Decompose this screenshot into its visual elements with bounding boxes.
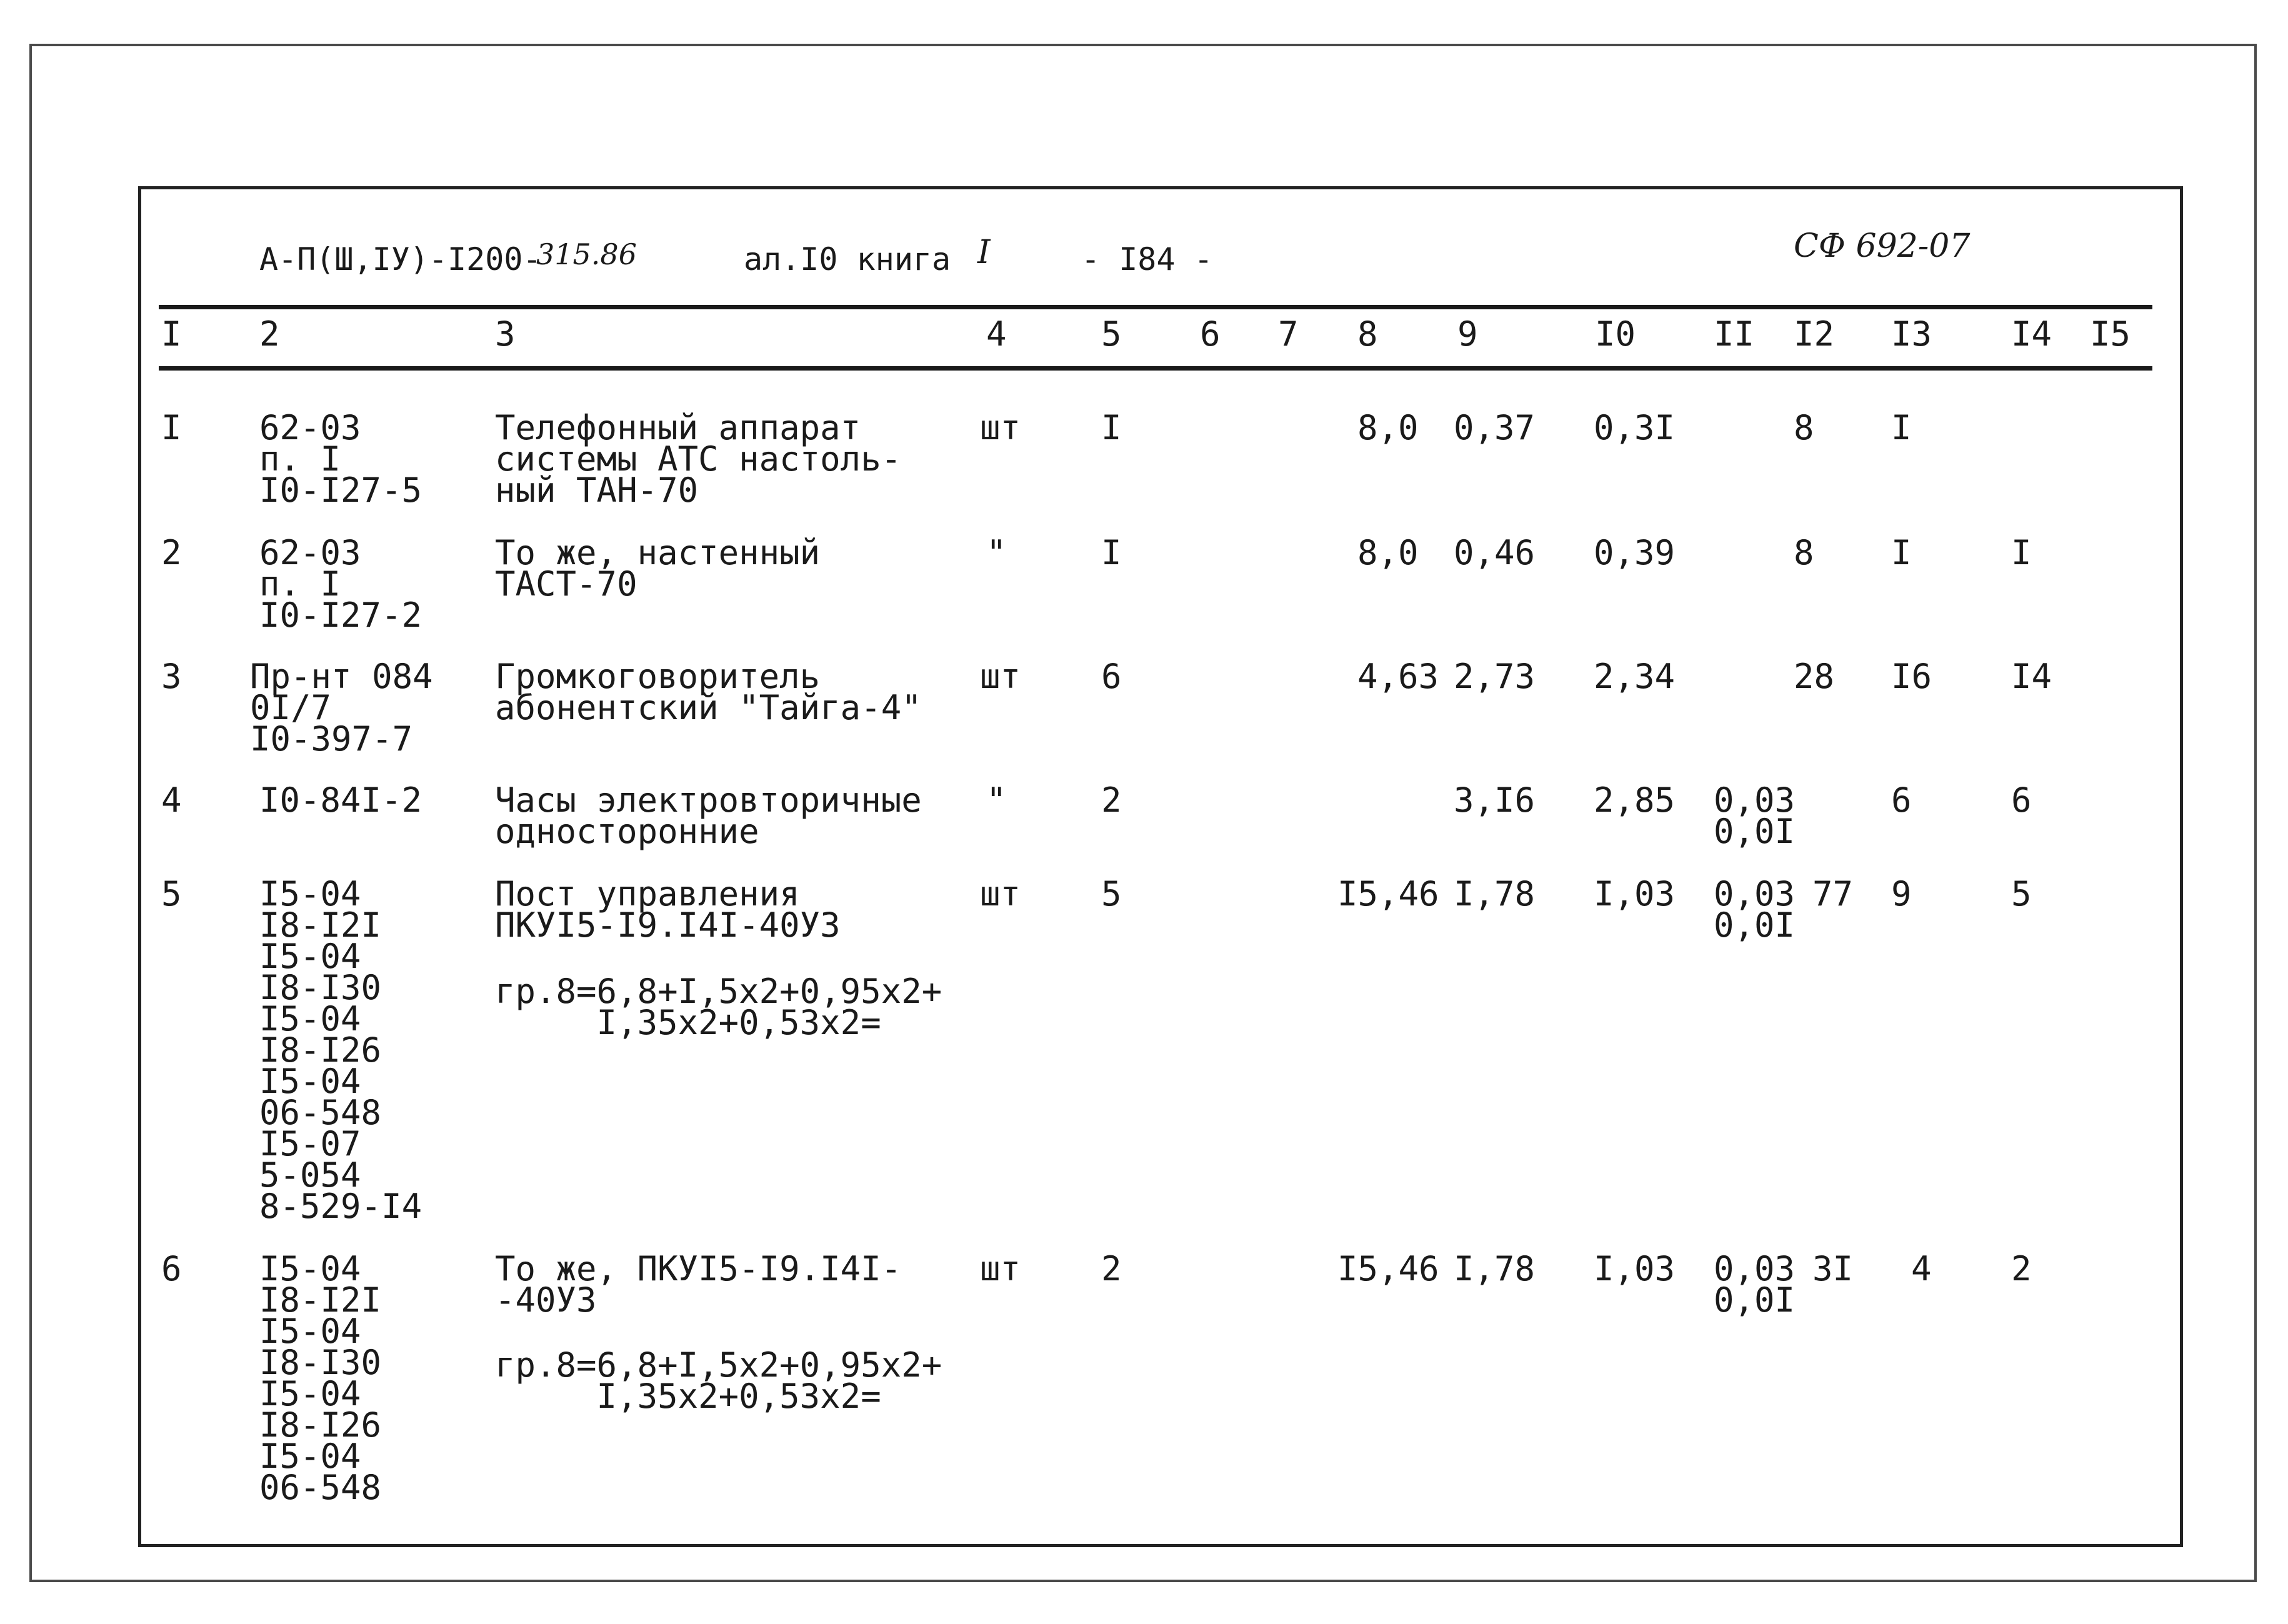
col-13-value: I: [1891, 408, 1912, 447]
col-14-value: 5: [2011, 874, 2032, 914]
column-header-4: 4: [986, 314, 1007, 354]
col-10-value: 0,3I: [1594, 408, 1676, 447]
col-14-value: I: [2011, 533, 2032, 572]
col-10-value: I,03: [1594, 874, 1676, 914]
col-14-value: 2: [2011, 1249, 2032, 1288]
column-header-3: 3: [495, 314, 516, 354]
row-number: 6: [161, 1249, 182, 1288]
item-description: То же, ПКУI5-I9.I4I- -40У3: [495, 1249, 902, 1320]
column-header-5: 5: [1101, 314, 1122, 354]
document-code-handwritten: 315.86: [536, 237, 637, 271]
column-header-15: I5: [2090, 314, 2131, 354]
quantity: 2: [1101, 1249, 1122, 1288]
col-9-value: I,78: [1454, 1249, 1536, 1288]
item-description: Телефонный аппарат системы АТС настоль- ный ТАН-70: [495, 408, 902, 510]
col-11-value: 0,03 0,0I: [1714, 1249, 1796, 1320]
row-number: I: [161, 408, 182, 447]
quantity: 5: [1101, 874, 1122, 914]
item-description: Громкоговоритель абонентский "Тайга-4": [495, 657, 922, 727]
column-header-14: I4: [2011, 314, 2052, 354]
col-13-value: 6: [1891, 780, 1912, 820]
reference-code: Пр-нт 084 0I/7 I0-397-7: [250, 657, 433, 759]
col-8-value: 4,63: [1357, 657, 1439, 696]
column-header-12: I2: [1794, 314, 1835, 354]
col-12-value: 8: [1794, 408, 1814, 447]
inner-frame: [138, 186, 2183, 1547]
col-12-value: 8: [1794, 533, 1814, 572]
column-header-9: 9: [1457, 314, 1478, 354]
table-top-rule: [159, 305, 2152, 309]
row-number: 4: [161, 780, 182, 820]
row-number: 3: [161, 657, 182, 696]
quantity: I: [1101, 408, 1122, 447]
table-header-rule: [159, 366, 2152, 371]
column-header-8: 8: [1357, 314, 1378, 354]
col-8-value: 8,0: [1357, 533, 1419, 572]
unit: шт: [980, 1249, 1021, 1288]
reference-code: I0-84I-2: [259, 780, 422, 820]
col-10-value: 2,85: [1594, 780, 1676, 820]
column-header-11: II: [1714, 314, 1755, 354]
col-8-value: 8,0: [1357, 408, 1419, 447]
unit: ": [986, 533, 1007, 572]
col-9-value: 2,73: [1454, 657, 1536, 696]
col-8-value: I5,46: [1337, 1249, 1439, 1288]
item-description: Пост управления ПКУI5-I9.I4I-40У3: [495, 874, 841, 945]
reference-code: I5-04 I8-I2I I5-04 I8-I30 I5-04 I8-I26 I5-04 06-548 I5-07 5-054 8-529-I4: [259, 874, 422, 1226]
reference-code: I5-04 I8-I2I I5-04 I8-I30 I5-04 I8-I26 I5-04 06-548: [259, 1249, 382, 1507]
column-header-7: 7: [1278, 314, 1299, 354]
col-9-value: 0,37: [1454, 408, 1536, 447]
col-12-value: 28: [1794, 657, 1835, 696]
item-description: Часы электровторичные односторонние: [495, 780, 922, 851]
reference-code: 62-03 п. I I0-I27-5: [259, 408, 422, 510]
column-header-6: 6: [1200, 314, 1221, 354]
unit: ": [986, 780, 1007, 820]
document-code: А-П(Ш,IУ)-I200-: [259, 241, 542, 277]
col-14-value: 6: [2011, 780, 2032, 820]
page-number: - I84 -: [1081, 241, 1213, 277]
book-number-handwritten: I: [977, 234, 991, 271]
column-header-13: I3: [1891, 314, 1932, 354]
unit: шт: [980, 874, 1021, 914]
unit: шт: [980, 657, 1021, 696]
column-header-2: 2: [259, 314, 280, 354]
row-number: 2: [161, 533, 182, 572]
col-13-value: 4: [1911, 1249, 1932, 1288]
quantity: I: [1101, 533, 1122, 572]
col-13-value: I: [1891, 533, 1912, 572]
sheet-code-handwritten: СФ 692-07: [1794, 227, 1971, 265]
col-11-value: 0,03 0,0I: [1714, 780, 1796, 851]
column-header-1: I: [161, 314, 182, 354]
col-9-value: I,78: [1454, 874, 1536, 914]
column-header-10: I0: [1595, 314, 1636, 354]
quantity: 6: [1101, 657, 1122, 696]
col-8-value: I5,46: [1337, 874, 1439, 914]
row-number: 5: [161, 874, 182, 914]
item-description: То же, настенный ТАСТ-70: [495, 533, 821, 604]
quantity: 2: [1101, 780, 1122, 820]
col-12-value: 3I: [1812, 1249, 1854, 1288]
col-13-value: I6: [1891, 657, 1932, 696]
col-14-value: I4: [2011, 657, 2052, 696]
col-10-value: 2,34: [1594, 657, 1676, 696]
col-11-value: 0,03 0,0I: [1714, 874, 1796, 945]
col-10-value: I,03: [1594, 1249, 1676, 1288]
album-label: ал.I0 книга: [744, 241, 951, 277]
reference-code: 62-03 п. I I0-I27-2: [259, 533, 422, 635]
col-13-value: 9: [1891, 874, 1912, 914]
col-10-value: 0,39: [1594, 533, 1676, 572]
col-12-value: 77: [1812, 874, 1854, 914]
calculation-formula: гр.8=6,8+I,5x2+0,95x2+ I,35x2+0,53x2=: [495, 972, 942, 1042]
calculation-formula: гр.8=6,8+I,5x2+0,95x2+ I,35x2+0,53x2=: [495, 1345, 942, 1416]
unit: шт: [980, 408, 1021, 447]
col-9-value: 0,46: [1454, 533, 1536, 572]
col-9-value: 3,I6: [1454, 780, 1536, 820]
